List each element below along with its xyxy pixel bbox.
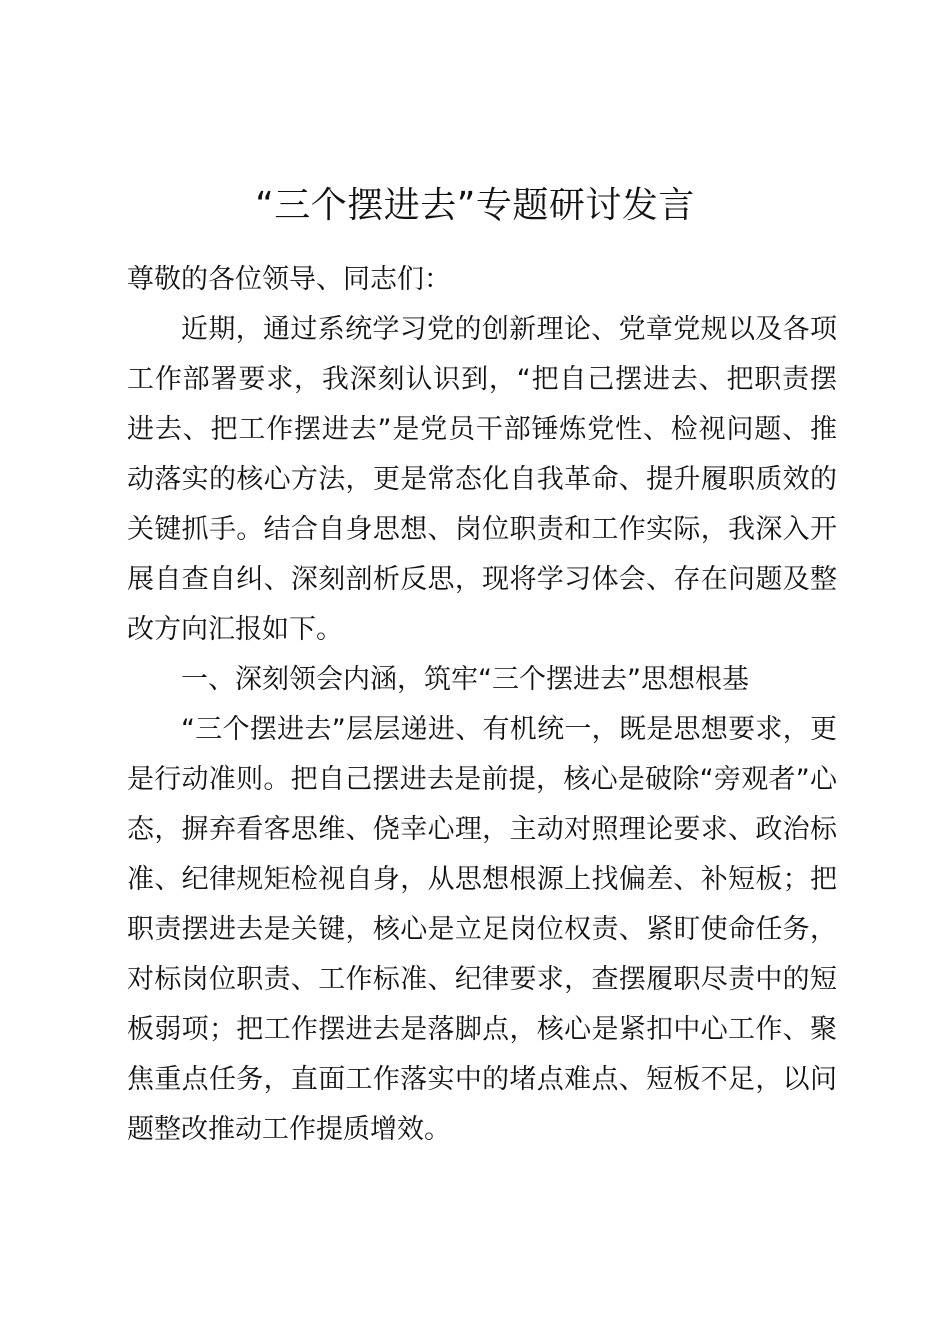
document-title: “三个摆进去”专题研讨发言 xyxy=(255,185,695,226)
document-body xyxy=(127,255,837,1155)
salutation: 尊敬的各位领导、同志们： xyxy=(127,264,451,295)
paragraph-section-1: “三个摆进去”层层递进、有机统一，既是思想要求，更是行动准则。把自己摆进去是前提，核心是破除“旁观者”心态，摒弃看客思维、侥幸心理，主动对照理论要求、政治标准、纪律规矩检视自身，从思想根源上找偏差、补短板；把职责摆进去是关键，核心是立足岗位权责、紧盯使命任务，对标岗位职责、工作标准、纪律要求，查摆履职尽责中的短板弱项；把工作摆进去是落脚点，核心是紧扣中心工作、聚焦重点任务，直面工作落实中的堵点难点、短板不足，以问题整改推动工作提质增效。 xyxy=(127,714,837,1145)
section-heading-1: 一、深刻领会内涵，筑牢“三个摆进去”思想根基 xyxy=(181,664,749,695)
paragraph-intro: 近期，通过系统学习党的创新理论、党章党规以及各项工作部署要求，我深刻认识到，“把自己摆进去、把职责摆进去、把工作摆进去”是党员干部锤炼党性、检视问题、推动落实的核心方法，更是常态化自我革命、提升履职质效的关键抓手。结合自身思想、岗位职责和工作实际，我深入开展自查自纠、深刻剖析反思，现将学习体会、存在问题及整改方向汇报如下。 xyxy=(127,314,837,645)
